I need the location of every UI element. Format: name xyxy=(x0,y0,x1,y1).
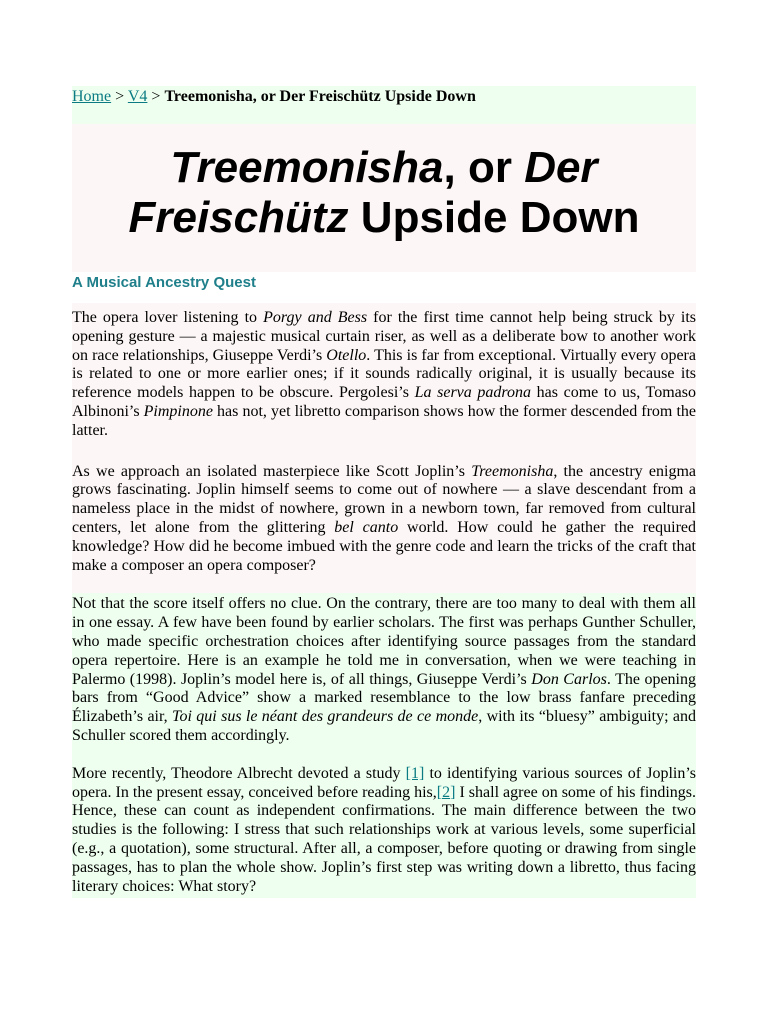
italic-title: La serva padrona xyxy=(414,384,532,402)
paragraph-2 xyxy=(72,459,696,594)
title-text: , or xyxy=(443,143,525,192)
breadcrumb-v4-link[interactable]: V4 xyxy=(127,88,148,105)
title-band xyxy=(72,124,696,272)
article xyxy=(72,86,696,898)
breadcrumb xyxy=(72,86,696,124)
italic-title: Treemonisha xyxy=(471,462,554,480)
text: . The opening bars from “Good Advice” show a marked resemblance to the low brass fanfare preceding Élizabeth’s air, xyxy=(72,670,697,726)
italic-title: Porgy and Bess xyxy=(263,309,368,326)
title-text: Upside Down xyxy=(348,193,640,242)
italic-title: Don Carlos xyxy=(531,670,607,688)
title-italic-freischutz: Der Freischütz xyxy=(128,143,598,242)
text: , with its “bluesy” ambiguity; and Schuller scored them accordingly. xyxy=(72,708,697,744)
section-heading: A Musical Ancestry Quest xyxy=(72,272,696,303)
italic-title: Otello xyxy=(326,346,367,364)
text: I shall agree on some of his findings. Hence, these can count as independent confirmations. The main difference between the two studies is the following: I stress that such relationships work at various levels, some superficial (e.g., a quotation), some structural. After all, a composer, before quoting or drawing from single passages, has to plan the whole show. Joplin’s first step was writing down a libretto, thus facing literary choices: What story? xyxy=(72,783,696,895)
italic-term: bel canto xyxy=(334,518,399,536)
breadcrumb-separator: > xyxy=(111,88,128,105)
paragraph-4 xyxy=(72,763,696,899)
italic-title: Toi qui sus le néant des grandeurs de ce monde xyxy=(172,708,479,726)
text: Not that the score itself offers no clue. On the contrary, there are too many to deal with them all in one essay. A few have been found by earlier scholars. The first was perhaps Gunther Schuller, who made specific orchestration choices after identifying source passages from the standard opera repertoire. Here is an example he told me in conversation, when we were teaching in Palermo (1998). Joplin’s model here is, of all things, Giuseppe Verdi’s xyxy=(72,595,696,688)
text: for the first time cannot help being struck by its opening gesture — a majestic musical curtain riser, as well as a deliberate bow to another work on race relationships, Giuseppe Verdi’s xyxy=(72,309,697,364)
paragraph-3 xyxy=(72,593,696,762)
text: has not, yet libretto comparison shows how the former descended from the latter. xyxy=(72,402,696,439)
text: , the ancestry enigma grows fascinating. Joplin himself seems to come out of nowhere — a slave descendant from a nameless place in the midst of nowhere, grown in a newborn town, far removed from cultural centers, let alone from the glittering xyxy=(72,462,696,536)
text: . This is far from exceptional. Virtually every opera is related to one or more earlier ones; if it sounds radically original, it is usually because its reference models happen to be obscure. Pergolesi’s xyxy=(72,346,696,402)
footnote-link-1[interactable]: [1] xyxy=(405,764,425,782)
text: has come to us, Tomaso Albinoni’s xyxy=(72,384,696,420)
breadcrumb-separator: > xyxy=(147,88,165,105)
paragraph-1 xyxy=(72,303,696,459)
text: world. How could he gather the required knowledge? How did he become imbued with the genre code and learn the tricks of the craft that make a composer an opera composer? xyxy=(72,518,697,574)
page-title xyxy=(72,143,696,243)
text: More recently, Theodore Albrecht devoted a study xyxy=(72,764,406,782)
text: The opera lover listening to xyxy=(72,309,264,326)
title-italic-treemonisha: Treemonisha xyxy=(170,143,444,192)
italic-title: Pimpinone xyxy=(143,402,213,420)
text: to identifying various sources of Joplin’s opera. In the present essay, conceived before reading his, xyxy=(72,764,697,801)
footnote-link-2[interactable]: [2] xyxy=(436,783,456,801)
breadcrumb-home-link[interactable]: Home xyxy=(72,88,112,105)
text: As we approach an isolated masterpiece like Scott Joplin’s xyxy=(72,462,472,480)
breadcrumb-current: Treemonisha, or Der Freischütz Upside Down xyxy=(164,88,476,105)
